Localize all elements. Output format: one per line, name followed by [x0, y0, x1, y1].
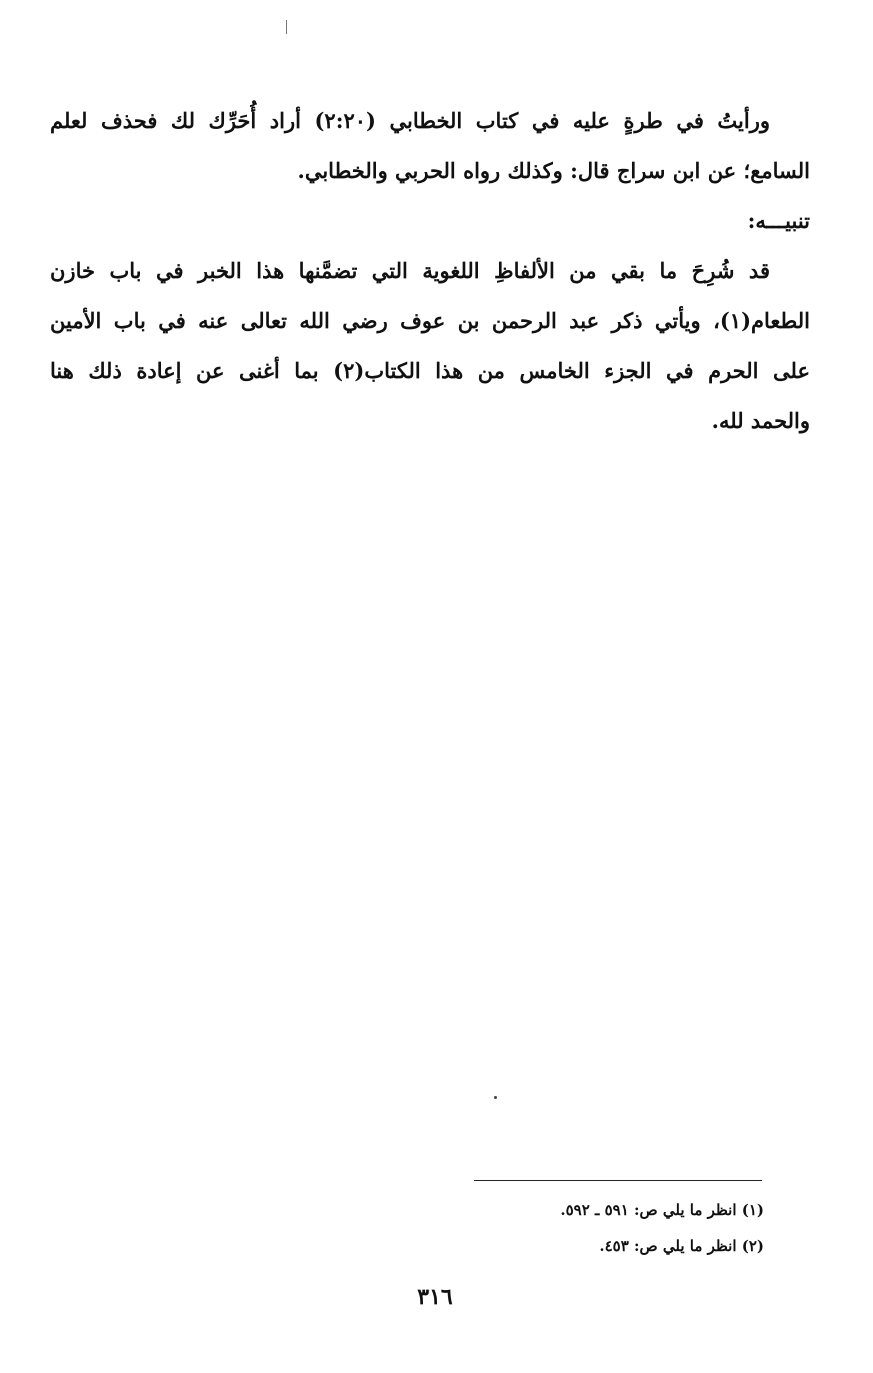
paragraph2-line2: الطعام(١)، ويأتي ذكر عبد الرحمن بن عوف رضي الله تعالى عنه في باب الأمين	[50, 308, 810, 333]
paragraph1-line2: السامع؛ عن ابن سراج قال: وكذلك رواه الحربي والخطابي.	[297, 158, 810, 183]
paragraph2-line4: والحمد لله.	[711, 408, 810, 433]
page-number: ٣١٦	[417, 1284, 453, 1310]
crop-mark	[286, 20, 287, 34]
paragraph2-line3: على الحرم في الجزء الخامس من هذا الكتاب(٢) بما أغنى عن إعادة ذلك هنا	[50, 358, 810, 383]
ink-speck	[494, 1096, 497, 1099]
paragraph1-line1: ورأيتُ في طرةٍ عليه في كتاب الخطابي (٢:٢٠) أراد أُحَرِّك لك فحذف لعلم	[50, 108, 770, 133]
footnote-divider	[474, 1180, 762, 1181]
main-text	[50, 96, 810, 446]
footnote-1: (١) انظر ما يلي ص: ٥٩١ ـ ٥٩٢.	[560, 1201, 764, 1219]
footnote-2: (٢) انظر ما يلي ص: ٤٥٣.	[599, 1237, 764, 1255]
footnotes	[430, 1192, 764, 1264]
section-heading: تنبيـــه:	[747, 208, 810, 233]
paragraph2-line1: قد شُرِحَ ما بقي من الألفاظِ اللغوية التي تضمَّنها هذا الخبر في باب خازن	[50, 258, 770, 283]
